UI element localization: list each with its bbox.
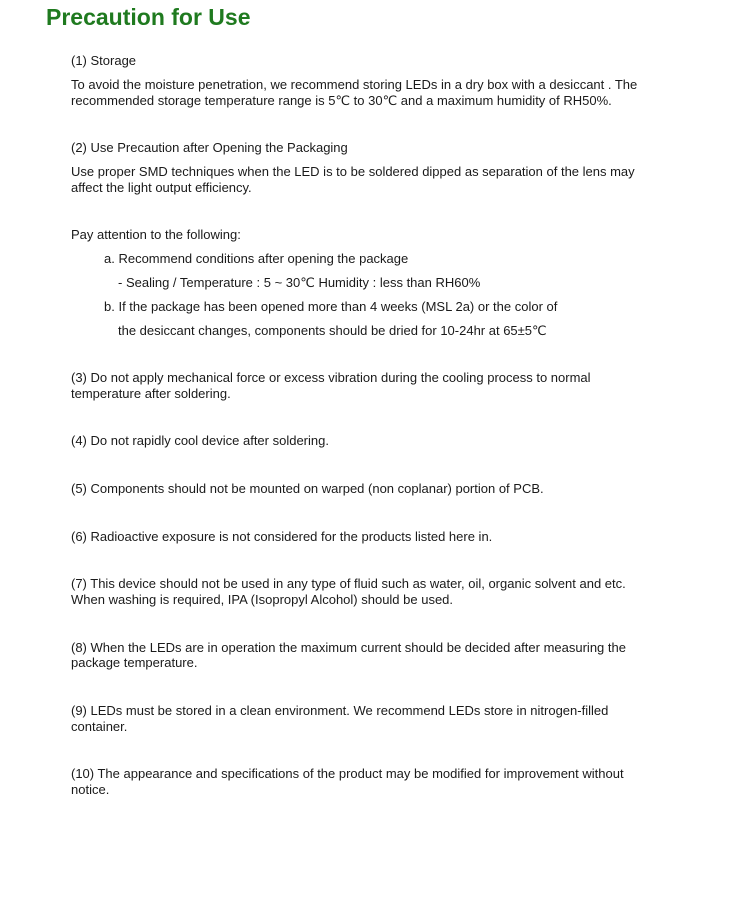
attention-item-b: b. If the package has been opened more than 4 weeks (MSL 2a) or the color of [104, 299, 558, 314]
attention-item-a: a. Recommend conditions after opening the package [104, 251, 409, 266]
storage-text-line-1: To avoid the moisture penetration, we recommend storing LEDs in a dry box with a desiccant . The [71, 77, 638, 92]
storage-text-line-2: recommended storage temperature range is 5℃ to 30℃ and a maximum humidity of RH50%. [71, 93, 612, 108]
item-7-line-1: (7) This device should not be used in any type of fluid such as water, oil, organic solvent and etc. [71, 576, 626, 591]
item-4: (4) Do not rapidly cool device after soldering. [71, 433, 329, 448]
item-5: (5) Components should not be mounted on warped (non coplanar) portion of PCB. [71, 481, 544, 496]
page-title: Precaution for Use [46, 4, 251, 30]
opening-heading: (2) Use Precaution after Opening the Packaging [71, 140, 348, 155]
item-6: (6) Radioactive exposure is not considered for the products listed here in. [71, 529, 493, 544]
item-10-line-2: notice. [71, 782, 110, 797]
attention-item-b-detail: the desiccant changes, components should be dried for 10-24hr at 65±5℃ [118, 323, 547, 338]
opening-text-line-1: Use proper SMD techniques when the LED is to be soldered dipped as separation of the lens may [71, 164, 635, 179]
item-3-line-2: temperature after soldering. [71, 386, 231, 401]
item-10-line-1: (10) The appearance and specifications of the product may be modified for improvement without [71, 766, 624, 781]
item-3-line-1: (3) Do not apply mechanical force or excess vibration during the cooling process to normal [71, 370, 591, 385]
item-8-line-2: package temperature. [71, 655, 198, 670]
storage-heading: (1) Storage [71, 53, 137, 68]
attention-item-a-detail: - Sealing / Temperature : 5 ~ 30℃ Humidity : less than RH60% [118, 275, 481, 290]
item-7-line-2: When washing is required, IPA (Isopropyl Alcohol) should be used. [71, 592, 454, 607]
item-9-line-1: (9) LEDs must be stored in a clean environment. We recommend LEDs store in nitrogen-filled [71, 703, 609, 718]
opening-text-line-2: affect the light output efficiency. [71, 180, 252, 195]
attention-heading: Pay attention to the following: [71, 227, 241, 242]
item-8-line-1: (8) When the LEDs are in operation the maximum current should be decided after measuring the [71, 640, 626, 655]
item-9-line-2: container. [71, 719, 128, 734]
